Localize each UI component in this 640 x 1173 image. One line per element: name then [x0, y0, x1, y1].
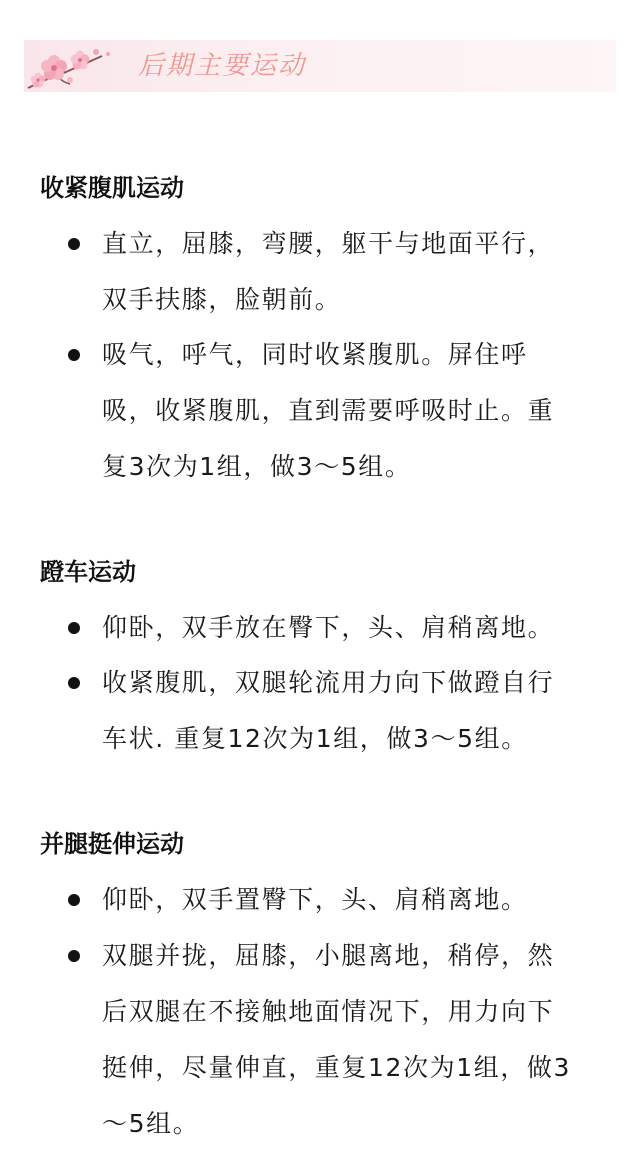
list-item-line: 复3次为1组，做3～5组。 — [102, 452, 412, 481]
section-title: 蹬车运动 — [40, 558, 136, 586]
bullet-icon — [68, 238, 80, 250]
list-item-line: 后双腿在不接触地面情况下，用力向下 — [102, 997, 555, 1026]
section-title: 收紧腹肌运动 — [40, 174, 184, 202]
list-item-line: 车状. 重复12次为1组，做3～5组。 — [102, 724, 528, 753]
list-item-line: 吸气，呼气，同时收紧腹肌。屏住呼 — [102, 340, 528, 369]
cherry-blossom-icon — [26, 42, 122, 92]
list-item-line: 收紧腹肌，双腿轮流用力向下做蹬自行 — [102, 668, 555, 697]
list-item-line: 直立，屈膝，弯腰，躯干与地面平行， — [102, 229, 555, 258]
list-item-line: 仰卧，双手置臀下，头、肩稍离地。 — [102, 885, 528, 914]
section-title: 并腿挺伸运动 — [40, 830, 184, 858]
list-item-line: ～5组。 — [102, 1109, 200, 1138]
list-item-line: 吸，收紧腹肌，直到需要呼吸时止。重 — [102, 396, 555, 425]
section-banner — [24, 40, 616, 92]
banner-title: 后期主要运动 — [138, 51, 307, 81]
list-item-line: 挺伸，尽量伸直，重复12次为1组，做3 — [102, 1053, 572, 1082]
bullet-icon — [68, 349, 80, 361]
list-item-line: 双腿并拢，屈膝，小腿离地，稍停，然 — [102, 941, 555, 970]
list-item-line: 仰卧，双手放在臀下，头、肩稍离地。 — [102, 613, 555, 642]
list-item-line: 双手扶膝，脸朝前。 — [102, 285, 342, 314]
bullet-icon — [68, 677, 80, 689]
bullet-icon — [68, 894, 80, 906]
bullet-icon — [68, 622, 80, 634]
bullet-icon — [68, 950, 80, 962]
